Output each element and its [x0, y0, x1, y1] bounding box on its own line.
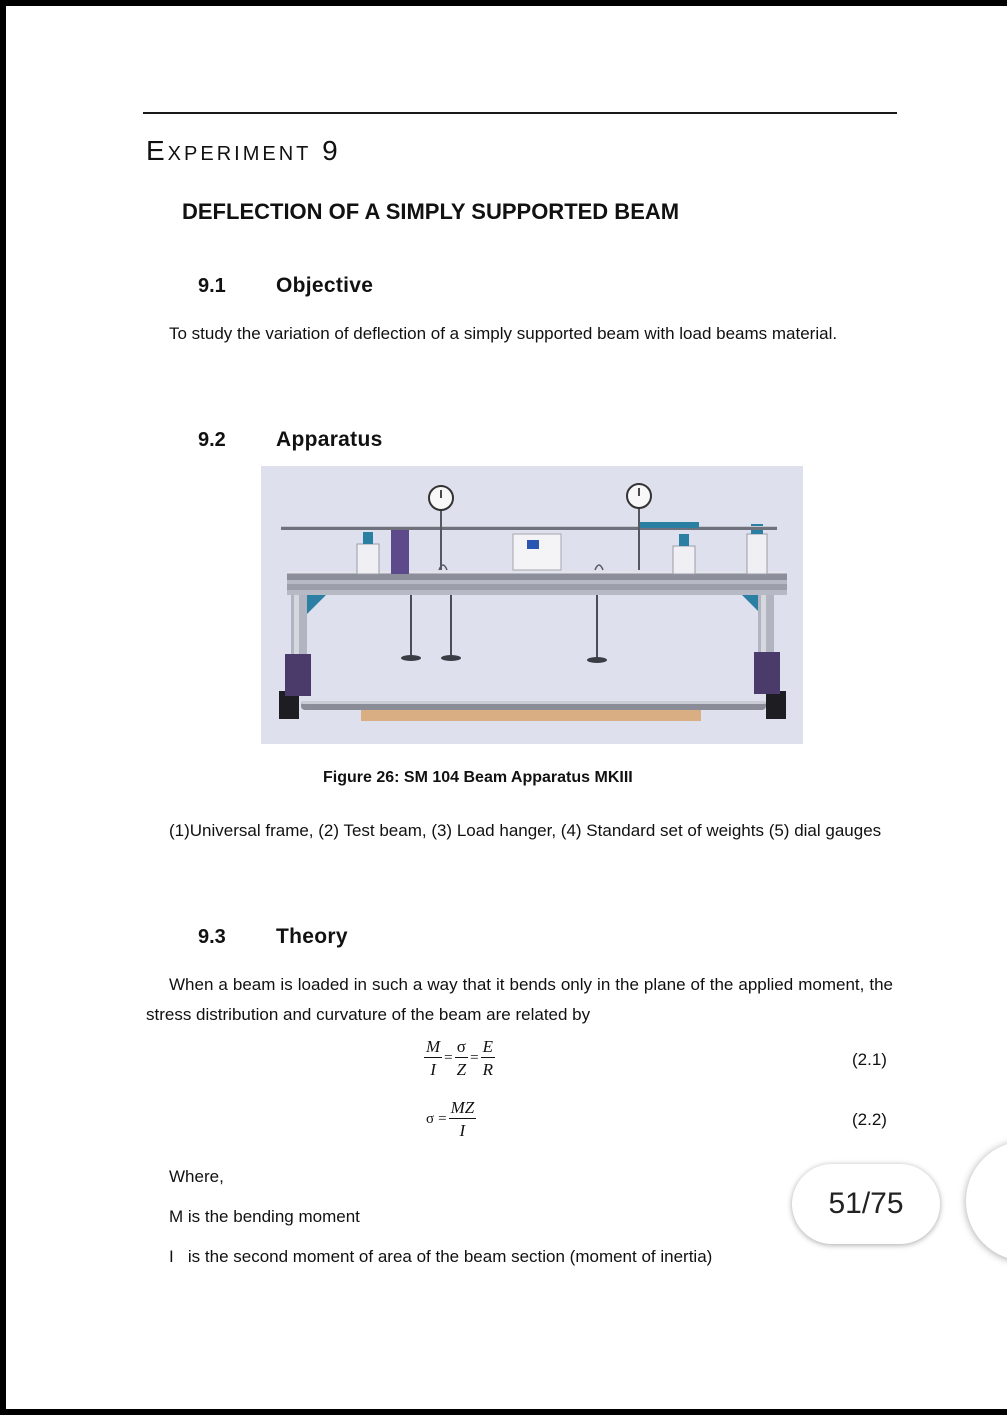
equation-2-2 — [424, 1098, 476, 1140]
where-label: Where, — [169, 1167, 224, 1186]
section-title-apparatus: Apparatus — [276, 428, 383, 451]
section-title-theory: Theory — [276, 925, 348, 948]
definition-m: M is the bending moment — [169, 1207, 360, 1226]
equation-2-1 — [424, 1037, 495, 1079]
chapter-title: Experiment 9 — [146, 135, 341, 166]
eq2-denominator-i: I — [459, 1121, 466, 1140]
eq2-equals: = — [438, 1110, 447, 1127]
eq1-numerator-e: E — [482, 1037, 493, 1056]
page-indicator[interactable]: 51/75 — [792, 1164, 940, 1244]
eq1-equals-2: = — [470, 1049, 479, 1066]
apparatus-paragraph: (1)Universal frame, (2) Test beam, (3) Load hanger, (4) Standard set of weights (5) dial gauges — [169, 821, 882, 840]
equation-number-2-1: (2.1) — [852, 1050, 887, 1069]
eq1-denominator-i: I — [430, 1060, 436, 1079]
eq1-numerator-m: M — [426, 1037, 441, 1056]
eq1-equals-1: = — [444, 1049, 453, 1066]
eq1-numerator-sigma: σ — [455, 1037, 468, 1058]
equation-number-2-2: (2.2) — [852, 1110, 887, 1129]
top-rule — [143, 112, 897, 114]
section-number-theory: 9.3 — [198, 926, 226, 948]
figure-caption: Figure 26: SM 104 Beam Apparatus MKIII — [323, 769, 633, 786]
beam-apparatus-photo — [261, 466, 803, 744]
definition-i: I is the second moment of area of the beam section (moment of inertia) — [169, 1247, 713, 1266]
section-number-apparatus: 9.2 — [198, 429, 226, 451]
eq2-sigma: σ — [426, 1110, 435, 1127]
objective-paragraph: To study the variation of deflection of a simply supported beam with load beams material. — [169, 324, 838, 343]
section-title-objective: Objective — [276, 274, 374, 297]
section-number-objective: 9.1 — [198, 275, 226, 297]
eq1-denominator-r: R — [482, 1060, 493, 1079]
eq2-numerator-mz: MZ — [450, 1098, 475, 1117]
side-scroll-button[interactable] — [966, 1141, 1007, 1261]
document-page — [6, 6, 1007, 1409]
main-title: DEFLECTION OF A SIMPLY SUPPORTED BEAM — [182, 199, 680, 224]
eq1-denominator-z: Z — [456, 1060, 467, 1079]
theory-paragraph: When a beam is loaded in such a way that it bends only in the plane of the applied moment, the stress distribution and curvature of the beam are related by — [146, 975, 893, 1024]
beam-apparatus-figure — [261, 466, 803, 744]
